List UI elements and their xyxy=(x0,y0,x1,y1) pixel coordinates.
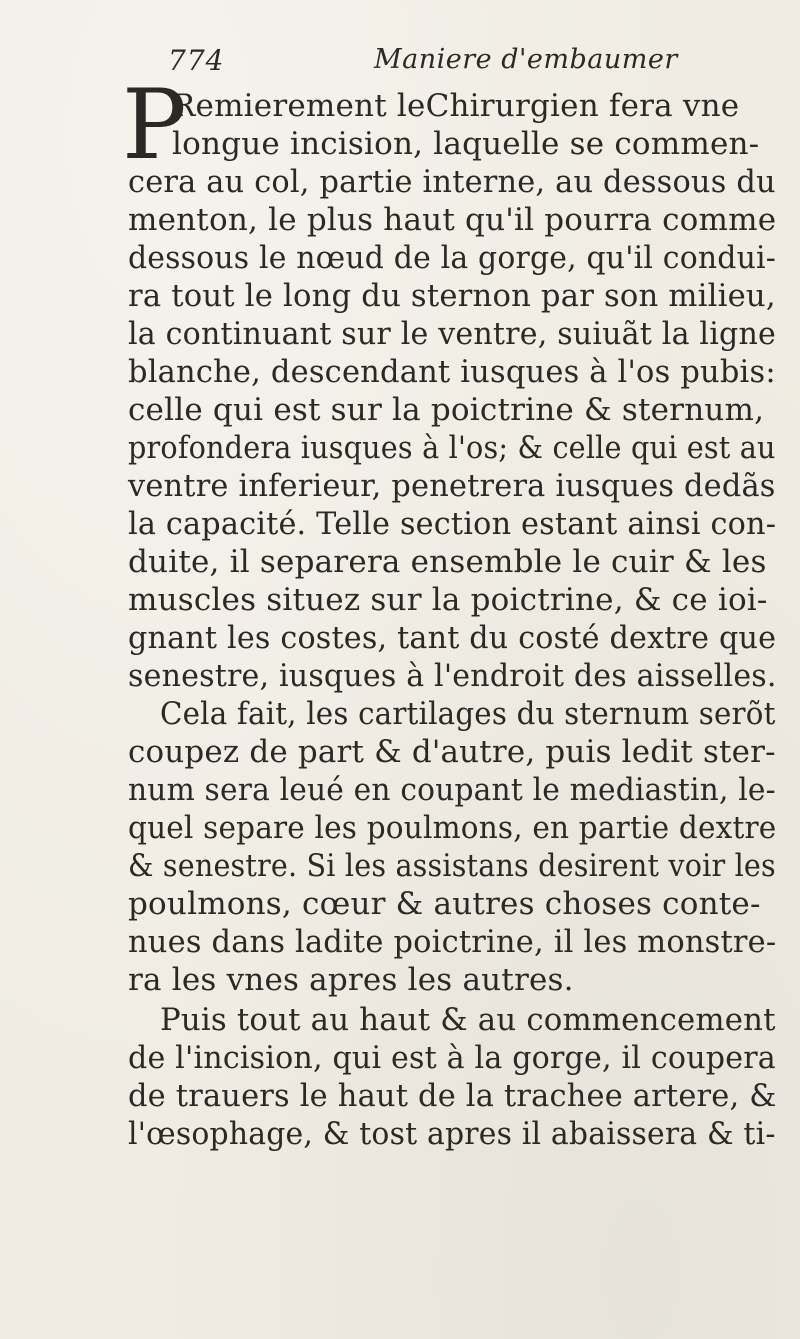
text-line: longue incision, laquelle se commen- xyxy=(172,126,760,162)
drop-cap: P xyxy=(122,69,187,181)
text-line: Remierement leChirurgien fera vne xyxy=(172,88,740,124)
text-line: celle qui est sur la poictrine & sternum, xyxy=(128,392,765,428)
text-line: nues dans ladite poictrine, il les monstre- xyxy=(128,924,777,960)
text-line: coupez de part & d'autre, puis ledit ster- xyxy=(128,734,776,770)
page-number: 774 xyxy=(168,44,225,77)
text-line: cera au col, partie interne, au dessous du xyxy=(128,164,776,200)
text-line: profondera iusques à l'os; & celle qui est au xyxy=(128,430,776,466)
text-line: Cela fait, les cartilages du sternum serõt xyxy=(160,696,776,732)
page-header xyxy=(168,38,728,82)
text-line: ra les vnes apres les autres. xyxy=(128,962,574,998)
text-line: duite, il separera ensemble le cuir & les xyxy=(128,544,767,580)
text-line: muscles situez sur la poictrine, & ce ioi- xyxy=(128,582,768,618)
text-line: num sera leué en coupant le mediastin, le- xyxy=(128,772,776,808)
text-line: de l'incision, qui est à la gorge, il coupera xyxy=(128,1040,776,1076)
text-line: de trauers le haut de la trachee artere, & xyxy=(128,1078,777,1114)
text-line: menton, le plus haut qu'il pourra comme xyxy=(128,202,777,238)
text-line: la capacité. Telle section estant ainsi con- xyxy=(128,506,777,542)
text-line: ventre inferieur, penetrera iusques dedãs xyxy=(128,468,776,504)
text-line: poulmons, cœur & autres choses conte- xyxy=(128,886,761,922)
text-line: gnant les costes, tant du costé dextre que xyxy=(128,620,777,656)
text-line: & senestre. Si les assistans desirent voir les xyxy=(128,848,776,884)
text-line: ra tout le long du sternon par son milieu, xyxy=(128,278,776,314)
text-line: quel separe les poulmons, en partie dextre xyxy=(128,810,777,846)
text-line: la continuant sur le ventre, suiuãt la ligne xyxy=(128,316,776,352)
text-line: l'œsophage, & tost apres il abaissera & ti- xyxy=(128,1116,776,1152)
text-line: dessous le nœud de la gorge, qu'il condui- xyxy=(128,240,777,276)
text-line: senestre, iusques à l'endroit des aisselles. xyxy=(128,658,777,694)
text-line: blanche, descendant iusques à l'os pubis: xyxy=(128,354,776,390)
running-head: Maniere d'embaumer xyxy=(374,44,678,75)
text-line: Puis tout au haut & au commencement xyxy=(160,1002,776,1038)
